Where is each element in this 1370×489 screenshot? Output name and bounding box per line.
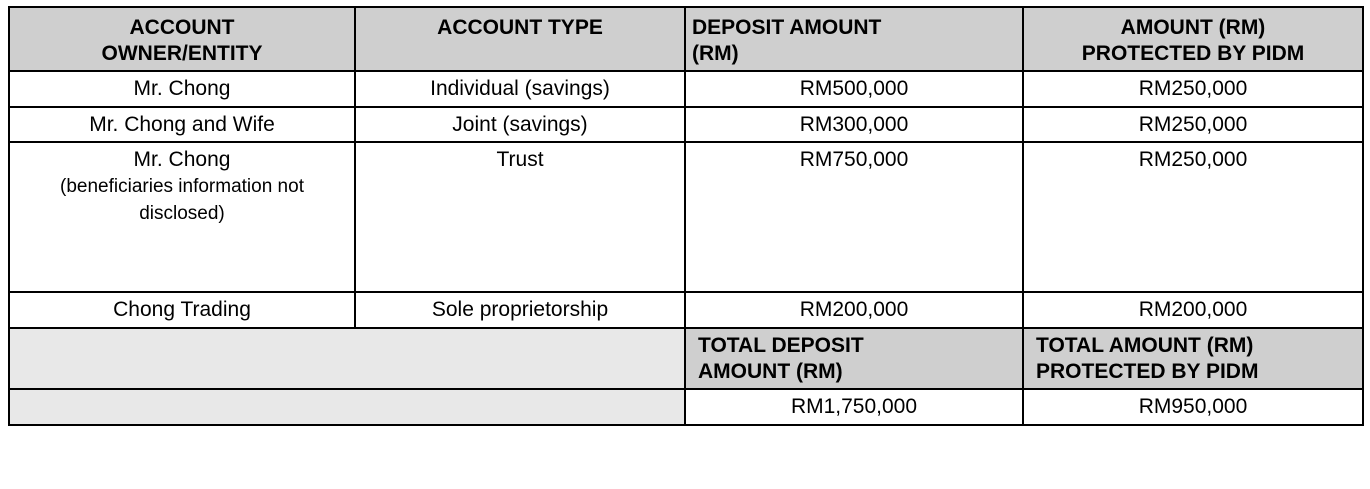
totals-protected-label-line2: PROTECTED BY PIDM — [1036, 359, 1259, 383]
cell-account-owner-name: Mr. Chong — [133, 148, 231, 172]
cell-deposit-amount: RM500,000 — [685, 71, 1023, 107]
cell-account-owner: Mr. Chong and Wife — [9, 107, 355, 143]
cell-account-owner: Mr. Chong — [9, 71, 355, 107]
totals-value-row — [9, 389, 1363, 425]
header-account-owner — [9, 7, 355, 71]
cell-deposit-amount: RM300,000 — [685, 107, 1023, 143]
totals-label-row — [9, 328, 1363, 389]
header-account-type-line1: ACCOUNT TYPE — [437, 16, 603, 39]
header-amount-protected-line2: PROTECTED BY PIDM — [1081, 41, 1305, 65]
cell-amount-protected: RM250,000 — [1023, 107, 1363, 143]
deposit-protection-table — [8, 6, 1364, 426]
cell-account-type: Individual (savings) — [355, 71, 685, 107]
header-amount-protected-line1: AMOUNT (RM) — [1120, 16, 1266, 39]
table-header-row — [9, 7, 1363, 71]
header-account-owner-line2: OWNER/ENTITY — [101, 41, 263, 65]
totals-blank-cell — [9, 328, 685, 389]
cell-account-type: Sole proprietorship — [355, 292, 685, 328]
table-row — [9, 107, 1363, 143]
totals-deposit-label — [685, 328, 1023, 389]
cell-amount-protected: RM200,000 — [1023, 292, 1363, 328]
totals-deposit-label-line1: TOTAL DEPOSIT — [698, 334, 864, 358]
table-row — [9, 142, 1363, 292]
header-deposit-amount-line1: DEPOSIT AMOUNT — [692, 16, 882, 39]
cell-deposit-amount: RM200,000 — [685, 292, 1023, 328]
totals-blank-cell-2 — [9, 389, 685, 425]
totals-protected-label — [1023, 328, 1363, 389]
cell-account-owner-note: (beneficiaries information not disclosed) — [60, 176, 304, 224]
header-account-type — [355, 7, 685, 71]
cell-account-type: Trust — [355, 142, 685, 292]
header-account-owner-line1: ACCOUNT — [129, 16, 235, 39]
cell-deposit-amount: RM750,000 — [685, 142, 1023, 292]
totals-deposit-label-line2: AMOUNT (RM) — [698, 359, 843, 383]
header-amount-protected — [1023, 7, 1363, 71]
cell-amount-protected: RM250,000 — [1023, 142, 1363, 292]
cell-account-owner — [9, 142, 355, 292]
cell-account-type: Joint (savings) — [355, 107, 685, 143]
totals-protected-label-line1: TOTAL AMOUNT (RM) — [1036, 334, 1254, 358]
header-deposit-amount — [685, 7, 1023, 71]
table-row — [9, 71, 1363, 107]
header-deposit-amount-line2: (RM) — [692, 41, 739, 65]
cell-account-owner: Chong Trading — [9, 292, 355, 328]
totals-protected-value: RM950,000 — [1023, 389, 1363, 425]
table-row — [9, 292, 1363, 328]
cell-amount-protected: RM250,000 — [1023, 71, 1363, 107]
totals-deposit-value: RM1,750,000 — [685, 389, 1023, 425]
